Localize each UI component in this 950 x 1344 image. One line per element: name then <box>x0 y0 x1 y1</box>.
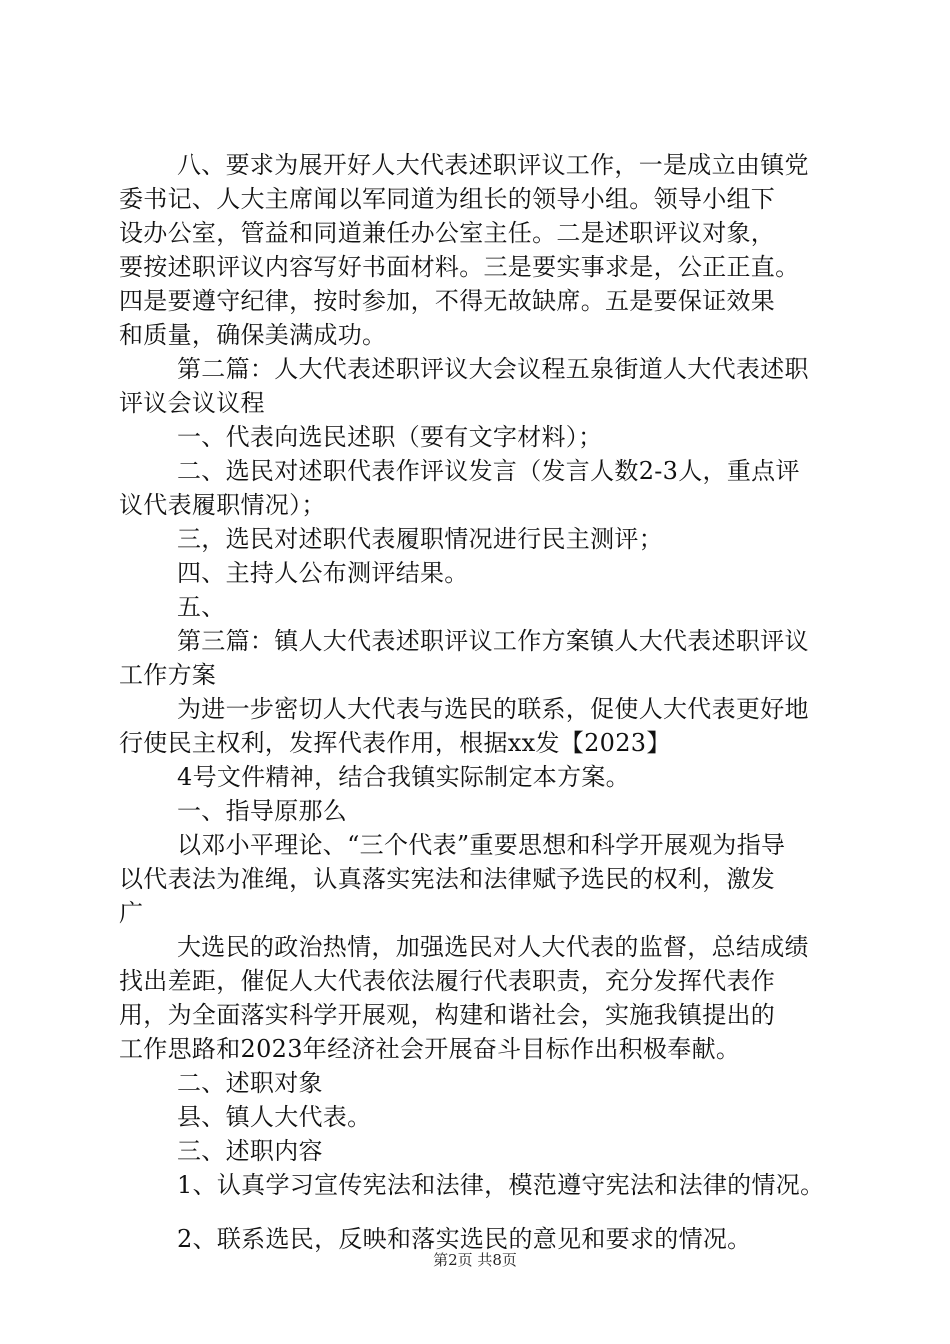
list-item: 四、主持人公布测评结果。 <box>177 559 469 587</box>
paragraph-line: 八、要求为展开好人大代表述职评议工作，一是成立由镇党 <box>177 151 809 179</box>
paragraph-line: 用，为全面落实科学开展观，构建和谐社会，实施我镇提出的 <box>119 1001 776 1029</box>
list-item: 一、代表向选民述职（要有文字材料）； <box>177 423 603 451</box>
paragraph-line: 设办公室，管益和同道兼任办公室主任。二是述职评议对象， <box>119 219 776 247</box>
paragraph-line: 广 <box>119 899 144 927</box>
list-item: 2、联系选民，反映和落实选民的意见和要求的情况。 <box>177 1225 752 1253</box>
paragraph-line: 以代表法为准绳，认真落实宪法和法律赋予选民的权利，激发 <box>119 865 776 893</box>
subheading: 一、指导原那么 <box>177 797 348 825</box>
page-number: 第2页 共8页 <box>433 1251 517 1269</box>
paragraph-line: 县、镇人大代表。 <box>177 1103 372 1131</box>
paragraph-line: 委书记、人大主席闻以军同道为组长的领导小组。领导小组下 <box>119 185 776 213</box>
section-heading: 评议会议议程 <box>119 389 265 417</box>
paragraph-line: 找出差距，催促人大代表依法履行代表职责，充分发挥代表作 <box>119 967 776 995</box>
paragraph-line: 工作思路和2023年经济社会开展奋斗目标作出积极奉献。 <box>119 1035 741 1063</box>
list-item: 三，选民对述职代表履职情况进行民主测评； <box>177 525 663 553</box>
subheading: 三、述职内容 <box>177 1137 323 1165</box>
paragraph-line: 四是要遵守纪律，按时参加，不得无故缺席。五是要保证效果 <box>119 287 776 315</box>
paragraph-line: 行使民主权利，发挥代表作用，根据xx发【2023】 <box>119 729 671 757</box>
subheading: 二、述职对象 <box>177 1069 323 1097</box>
section-heading: 第二篇：人大代表述职评议大会议程五泉街道人大代表述职 <box>177 355 809 383</box>
paragraph-line: 为进一步密切人大代表与选民的联系，促使人大代表更好地 <box>177 695 809 723</box>
section-heading: 第三篇：镇人大代表述职评议工作方案镇人大代表述职评议 <box>177 627 809 655</box>
list-item: 1、认真学习宣传宪法和法律，模范遵守宪法和法律的情况。 <box>177 1171 825 1199</box>
paragraph-line: 要按述职评议内容写好书面材料。三是要实事求是，公正正直。 <box>119 253 800 281</box>
list-item: 二、选民对述职代表作评议发言（发言人数2-3人，重点评 <box>177 457 800 485</box>
list-item: 议代表履职情况）； <box>119 491 326 519</box>
paragraph-line: 和质量，确保美满成功。 <box>119 321 387 349</box>
paragraph-line: 以邓小平理论、“三个代表”重要思想和科学开展观为指导 <box>177 831 786 859</box>
list-item: 五、 <box>177 593 226 621</box>
section-heading: 工作方案 <box>119 661 217 689</box>
paragraph-line: 4号文件精神，结合我镇实际制定本方案。 <box>177 763 630 791</box>
paragraph-line: 大选民的政治热情，加强选民对人大代表的监督，总结成绩 <box>177 933 809 961</box>
